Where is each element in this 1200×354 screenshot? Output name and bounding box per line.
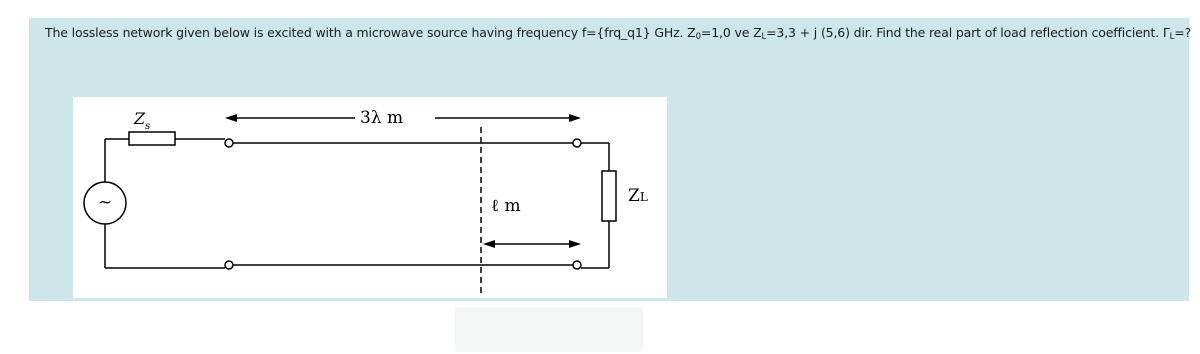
load-bottom-terminal-icon xyxy=(573,261,581,269)
source-symbol: ~ xyxy=(97,192,113,213)
question-panel xyxy=(29,18,1192,301)
l-arrow-right-head-icon xyxy=(569,240,581,248)
circuit-figure xyxy=(73,97,667,298)
zl-subscript: L xyxy=(761,32,767,42)
zs-resistor-icon xyxy=(129,132,175,145)
input-top-terminal-icon xyxy=(225,139,233,147)
question-text-part1: The lossless network given below is excited with a microwave source having frequency f={frq_q1} GHz. Z xyxy=(45,25,696,40)
zl-label xyxy=(628,186,648,206)
question-text-part4: =? xyxy=(1174,25,1192,40)
question-text xyxy=(45,25,1192,42)
l-arrow-left-head-icon xyxy=(483,240,495,248)
zs-label-main: Z xyxy=(134,109,146,128)
question-text-part2: =1,0 ve Z xyxy=(700,25,762,40)
length-arrow-right-head-icon xyxy=(569,114,581,122)
zl-label-sub: L xyxy=(639,190,648,204)
zl-label-main: Z xyxy=(628,186,640,206)
zs-label-sub: s xyxy=(145,121,151,132)
input-bottom-terminal-icon xyxy=(225,261,233,269)
question-text-part3: =3,3 + j (5,6) dir. Find the real part of load reflection coefficient. Γ xyxy=(766,25,1170,40)
gamma-subscript: L xyxy=(1169,32,1175,42)
line-length-label: 3λ m xyxy=(360,108,404,128)
load-top-terminal-icon xyxy=(573,139,581,147)
zs-label xyxy=(133,109,150,132)
answer-input-placeholder[interactable] xyxy=(455,307,643,352)
l-length-label: ℓ m xyxy=(491,196,521,216)
length-arrow-left-head-icon xyxy=(225,114,237,122)
transmission-line-diagram xyxy=(73,97,667,298)
z0-subscript: 0 xyxy=(695,32,701,42)
zl-resistor-icon xyxy=(602,171,616,221)
